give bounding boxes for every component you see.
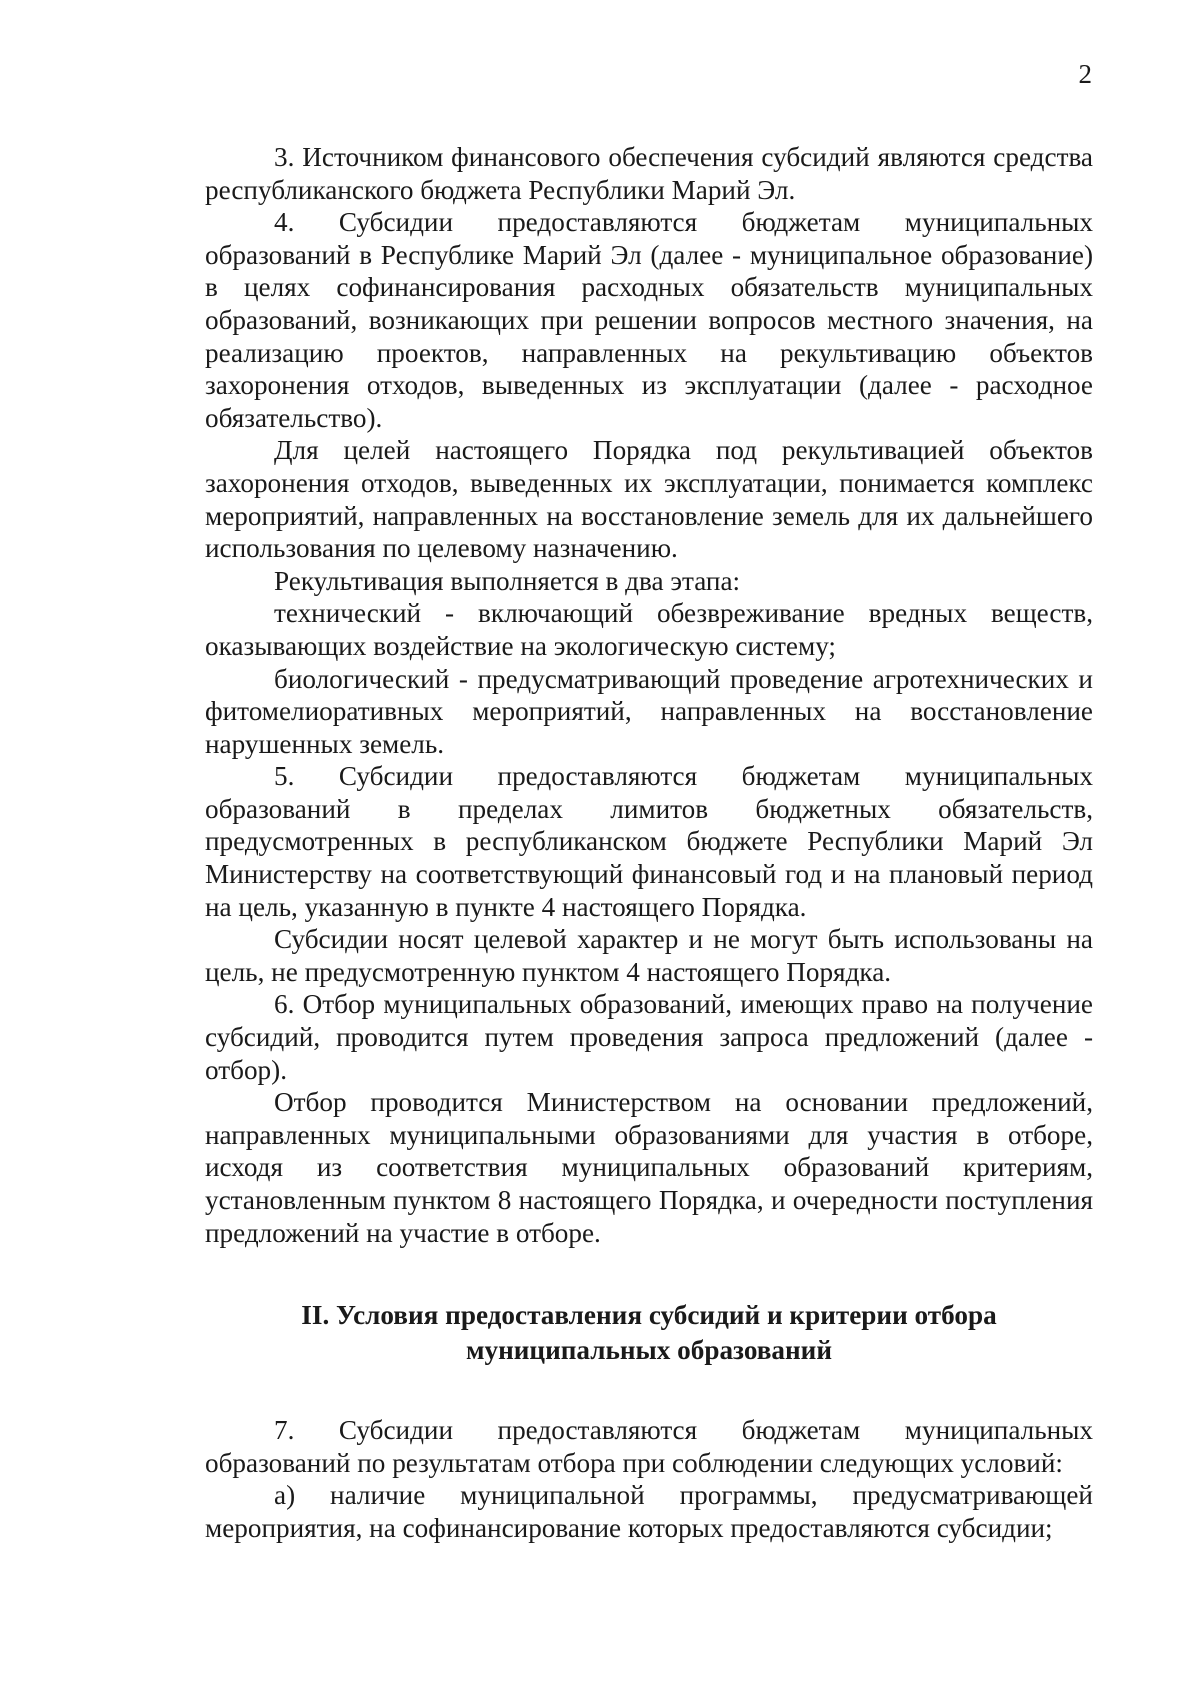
paragraph-item-5: 5. Субсидии предоставляются бюджетам муниципальных образований в пределах лимитов бюджетных обязательств, предусмотренных в республиканском бюджете Республики Марий Эл Министерству на соответствующий финансовый год и на плановый период на цель, указанную в пункте 4 настоящего Порядка. [205,761,1093,922]
paragraph-recultivation-definition: Для целей настоящего Порядка под рекультивацией объектов захоронения отходов, выведенных их эксплуатации, понимается комплекс мероприятий, направленных на восстановление земель для их дальнейшего использования по целевому назначению. [205,435,1093,564]
document-body [205,141,1093,1545]
paragraph-item-4: 4. Субсидии предоставляются бюджетам муниципальных образований в Республике Марий Эл (далее - муниципальное образование) в целях софинансирования расходных обязательств муниципальных образований, возникающих при решении вопросов местного значения, на реализацию проектов, направленных на рекультивацию объектов захоронения отходов, выведенных из эксплуатации (далее - расходное обязательство). [205,207,1093,433]
paragraph-technical-stage: технический - включающий обезвреживание вредных веществ, оказывающих воздействие на экологическую систему; [205,598,1093,661]
paragraph-item-7: 7. Субсидии предоставляются бюджетам муниципальных образований по результатам отбора при соблюдении следующих условий: [205,1415,1093,1478]
paragraph-targeted-nature: Субсидии носят целевой характер и не могут быть использованы на цель, не предусмотренную пунктом 4 настоящего Порядка. [205,924,1093,987]
paragraph-item-3: 3. Источником финансового обеспечения субсидий являются средства республиканского бюджета Республики Марий Эл. [205,142,1093,205]
page-number: 2 [1078,59,1092,89]
paragraph-recultivation-stages: Рекультивация выполняется в два этапа: [274,565,741,596]
paragraph-biological-stage: биологический - предусматривающий проведение агротехнических и фитомелиоративных мероприятий, направленных на восстановление нарушенных земель. [205,663,1093,759]
paragraph-selection-procedure: Отбор проводится Министерством на основании предложений, направленных муниципальными образованиями для участия в отборе, исходя из соответствия муниципальных образований критериям, установленным пунктом 8 настоящего Порядка, и очередности поступления предложений на участие в отборе. [205,1087,1093,1248]
paragraph-item-7a: а) наличие муниципальной программы, предусматривающей мероприятия, на софинансирование которых предоставляются субсидии; [205,1480,1093,1543]
section-heading: II. Условия предоставления субсидий и критерии отбора муниципальных образований [301,1300,997,1366]
paragraph-item-6: 6. Отбор муниципальных образований, имеющих право на получение субсидий, проводится путем проведения запроса предложений (далее - отбор). [205,989,1093,1085]
